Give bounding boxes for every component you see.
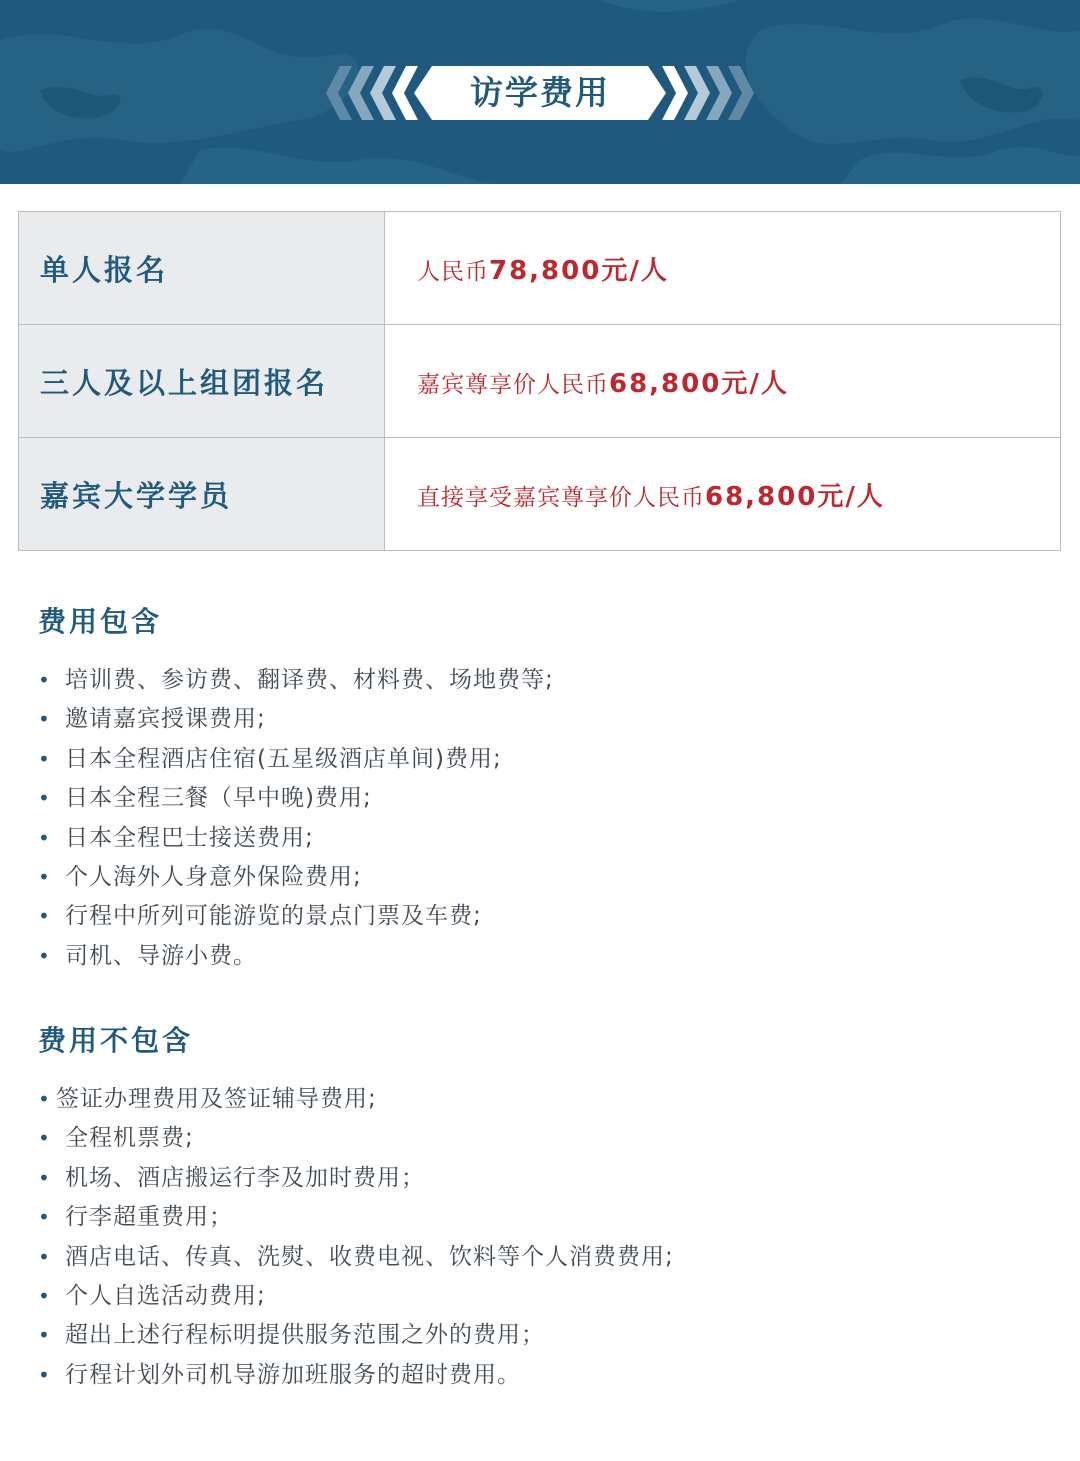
list-item	[38, 661, 554, 700]
price-prefix: 人民币	[417, 258, 489, 285]
included-section	[38, 602, 554, 976]
excluded-section	[38, 1021, 674, 1395]
list-item-text: 行程中所列可能游览的景点门票及车费;	[65, 903, 482, 930]
list-item	[38, 1198, 674, 1237]
price-prefix: 嘉宾尊享价人民币	[417, 371, 609, 398]
list-item-text: 培训费、参访费、翻译费、材料费、场地费等;	[65, 667, 554, 693]
bullet-icon: •	[38, 943, 51, 968]
page-title-badge	[414, 66, 666, 120]
left-chevrons-icon	[326, 66, 422, 124]
list-item-text: 全程机票费;	[65, 1125, 194, 1152]
bullet-icon: •	[38, 786, 51, 811]
row-label: 三人及以上组团报名	[19, 325, 385, 438]
table-row	[19, 325, 1061, 438]
right-chevrons-icon	[658, 66, 754, 124]
price-amount: 68,800元/人	[609, 368, 789, 399]
list-item	[38, 700, 554, 739]
list-item	[38, 1238, 674, 1277]
list-item-text: 日本全程三餐（早中晚)费用;	[65, 785, 372, 812]
price-prefix: 直接享受嘉宾尊享价人民币	[417, 484, 705, 511]
bullet-icon: •	[38, 864, 51, 889]
header-banner	[0, 0, 1080, 184]
list-item	[38, 897, 554, 936]
table-row	[19, 438, 1061, 551]
bullet-icon: •	[38, 1283, 51, 1308]
list-item-text: 机场、酒店搬运行李及加时费用；	[65, 1164, 425, 1191]
price-amount: 68,800元/人	[705, 481, 885, 512]
bullet-icon: •	[38, 746, 51, 771]
bullet-icon: •	[38, 1205, 51, 1230]
bullet-icon: •	[38, 1126, 51, 1151]
bullet-icon: •	[38, 825, 51, 850]
bullet-icon: •	[38, 904, 51, 929]
list-item	[38, 779, 554, 818]
list-item	[38, 1080, 674, 1119]
list-item-text: 邀请嘉宾授课费用;	[65, 706, 266, 733]
list-item-text: 日本全程巴士接送费用;	[65, 824, 314, 851]
list-item	[38, 1159, 674, 1198]
list-item	[38, 937, 554, 976]
list-item	[38, 740, 554, 779]
section-title-excluded: 费用不包含	[38, 1024, 194, 1057]
list-item	[38, 1356, 674, 1395]
bullet-icon: •	[38, 707, 51, 732]
bullet-icon: •	[38, 1165, 51, 1190]
table-row	[19, 212, 1061, 325]
row-price	[385, 212, 1061, 325]
list-item-text: 行程计划外司机导游加班服务的超时费用。	[65, 1361, 521, 1388]
list-item-text: 超出上述行程标明提供服务范围之外的费用；	[65, 1322, 545, 1349]
excluded-list	[38, 1080, 674, 1395]
list-item-text: 个人海外人身意外保险费用;	[65, 863, 362, 890]
price-table	[18, 211, 1061, 551]
bullet-icon: •	[38, 1087, 51, 1111]
list-item-text: 酒店电话、传真、洗熨、收费电视、饮料等个人消费费用;	[65, 1243, 674, 1270]
row-label: 单人报名	[19, 212, 385, 325]
page-title: 访学费用	[470, 73, 610, 112]
list-item	[38, 1316, 674, 1355]
bullet-icon: •	[38, 1244, 51, 1269]
row-label: 嘉宾大学学员	[19, 438, 385, 551]
row-price	[385, 438, 1061, 551]
list-item-text: 司机、导游小费。	[65, 942, 257, 969]
list-item-text: 行李超重费用；	[65, 1204, 233, 1231]
list-item	[38, 1119, 674, 1158]
included-list	[38, 661, 554, 976]
section-title-included: 费用包含	[38, 605, 163, 638]
bullet-icon: •	[38, 1323, 51, 1348]
bullet-icon: •	[38, 1362, 51, 1387]
price-amount: 78,800元/人	[489, 255, 669, 286]
list-item-text: 签证办理费用及签证辅导费用;	[56, 1086, 377, 1112]
list-item	[38, 1277, 674, 1316]
list-item-text: 个人自选活动费用;	[65, 1282, 266, 1309]
list-item-text: 日本全程酒店住宿(五星级酒店单间)费用;	[65, 745, 502, 772]
row-price	[385, 325, 1061, 438]
list-item	[38, 858, 554, 897]
list-item	[38, 819, 554, 858]
bullet-icon: •	[38, 668, 51, 692]
